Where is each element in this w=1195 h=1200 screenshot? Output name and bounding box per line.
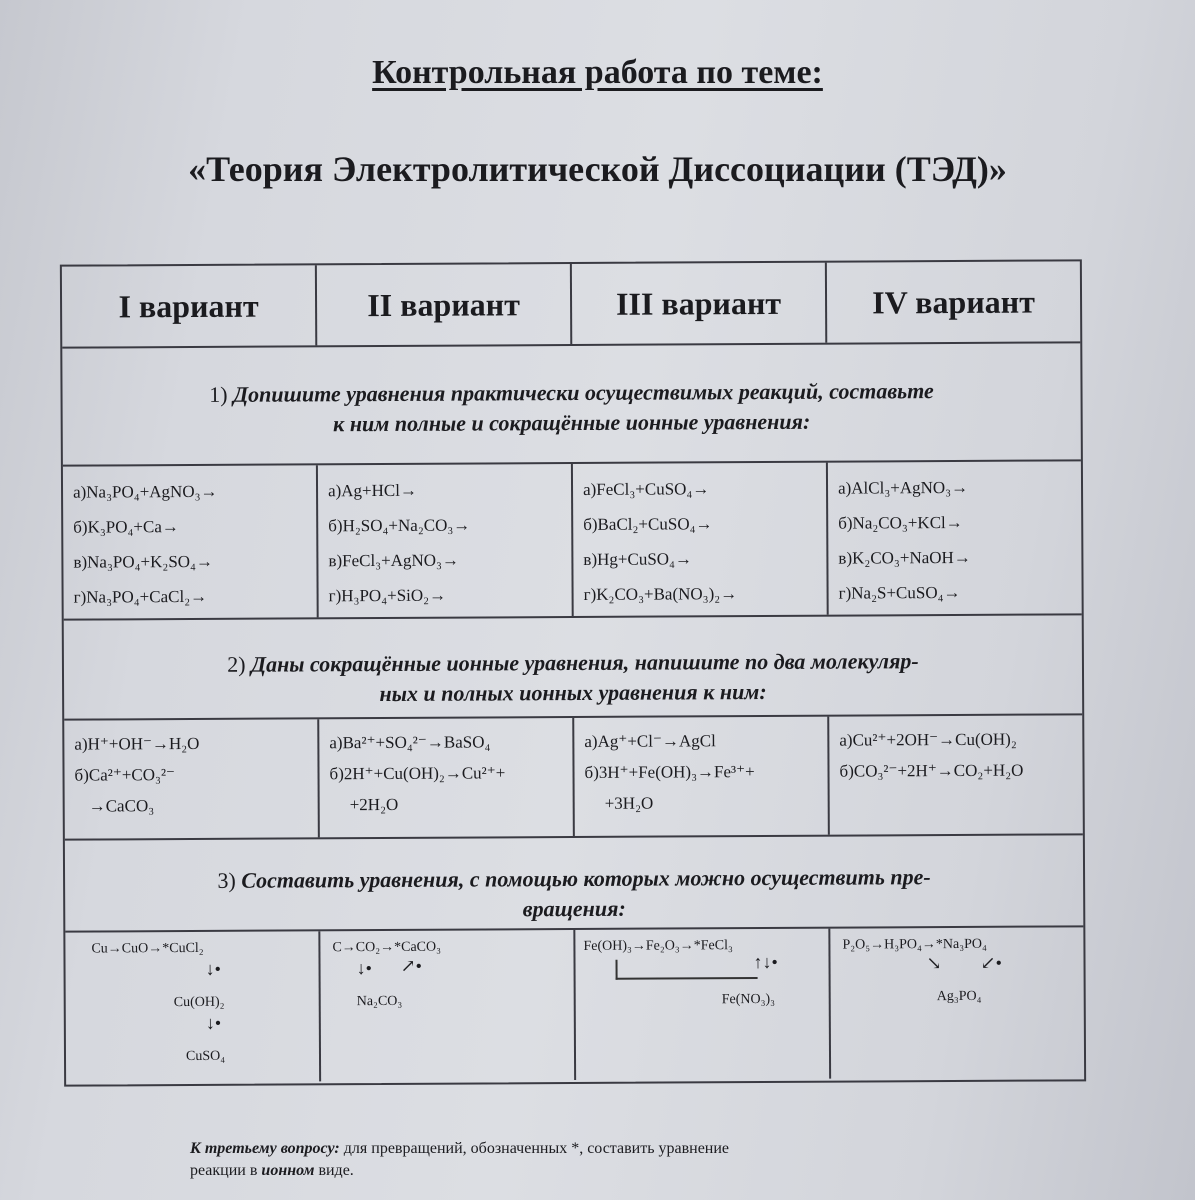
question-2-grid (64, 713, 1083, 840)
question-3-text: 3) Составить уравнения, с помощью которых можно осуществить пре- вращения: (217, 864, 931, 922)
q2-variant-2: а)Ba²⁺+SO₄²⁻→BaSO₄ б)2H⁺+Cu(OH)₂→Cu²⁺+ +2H₂O (319, 718, 575, 837)
variant-2-header: II вариант (317, 264, 572, 345)
q3-variant-3: Fe(OH)₃→Fe₂O₃→*FeCl₃ ↑↓• Fe(NO₃)₃ (575, 929, 831, 1080)
arrow-down-icon: ↓ (205, 1012, 215, 1033)
q1-variant-4: а)AlCl₃+AgNO₃→ б)Na₂CO₃+KCl→ в)K₂CO₃+NaOH→ г)Na₂S+CuSO₄→ (837, 477, 971, 603)
variant-1-header: I вариант (62, 265, 317, 346)
footer-note: К третьему вопросу: для превращений, обозначенных *, составить уравнение реакции в ионном виде. (190, 1140, 730, 1179)
question-3-grid (65, 925, 1084, 1082)
variant-4-header: IV вариант (872, 283, 1035, 320)
q1-variant-2: а)Ag+HCl→ б)H₂SO₄+Na₂CO₃→ в)FeCl₃+AgNO₃→ г)H₃PO₄+SiO₂→ (318, 464, 574, 617)
arrow-diagonal-icon: ↘ (926, 953, 942, 974)
bracket-connector (616, 959, 758, 980)
arrow-diagonal-icon: ↗• (400, 955, 422, 976)
q2-variant-1: а)H⁺+OH⁻→H₂O б)Ca²⁺+CO₃²⁻ →CaCO₃ (64, 719, 320, 838)
variant-3-header: III вариант (572, 263, 827, 344)
arrow-down-icon: ↓ (356, 958, 366, 979)
arrow-up-icon: ↑ (753, 952, 763, 973)
variants-header (62, 261, 1080, 348)
q1-variant-3: а)FeCl₃+CuSO₄→ б)BaCl₂+CuSO₄→ в)Hg+CuSO₄→ г)K₂CO₃+Ba(NO₃)₂→ (573, 463, 829, 616)
arrow-diagonal-icon: ↙• (980, 952, 1002, 973)
q3-variant-4: P₂O₅→H₃PO₄→*Na₃PO₄ ↘ ↙• Ag₃PO₄ (842, 936, 1002, 1005)
page-title: Контрольная работа по теме: (372, 54, 823, 91)
q1-variant-1: а)Na₃PO₄+AgNO₃→ б)K₃PO₄+Ca→ в)Na₃PO₄+K₂SO₄→ г)Na₃PO₄+CaCl₂→ (63, 465, 319, 618)
page-subtitle: «Теория Электролитической Диссоциации (ТЭД)» (188, 149, 1007, 189)
q2-variant-4: а)Cu²⁺+2OH⁻→Cu(OH)₂ б)CO₃²⁻+2H⁺→CO₂+H₂O (839, 729, 1024, 781)
question-2-text: 2) Даны сокращённые ионные уравнения, напишите по два молекуляр- ных и полных ионных уравнения к ним: (227, 648, 919, 707)
question-1-text: 1) Допишите уравнения практически осуществимых реакций, составьте к ним полные и сокращённые ионные уравнения: (209, 378, 934, 437)
q2-variant-3: а)Ag⁺+Cl⁻→AgCl б)3H⁺+Fe(OH)₃→Fe³⁺+ +3H₂O (574, 717, 830, 836)
question-1-grid (63, 459, 1082, 620)
task-table (60, 259, 1086, 1086)
arrow-down-icon: ↓ (205, 958, 215, 979)
arrow-down-icon: ↓ (762, 951, 772, 973)
q3-variant-1: Cu→CuO→*CuCl₂ ↓• Cu(OH)₂ ↓• CuSO₄ (65, 931, 321, 1082)
q3-variant-2: C→CO₂→*CaCO₃ ↓• ↗• Na₂CO₃ (320, 930, 576, 1081)
